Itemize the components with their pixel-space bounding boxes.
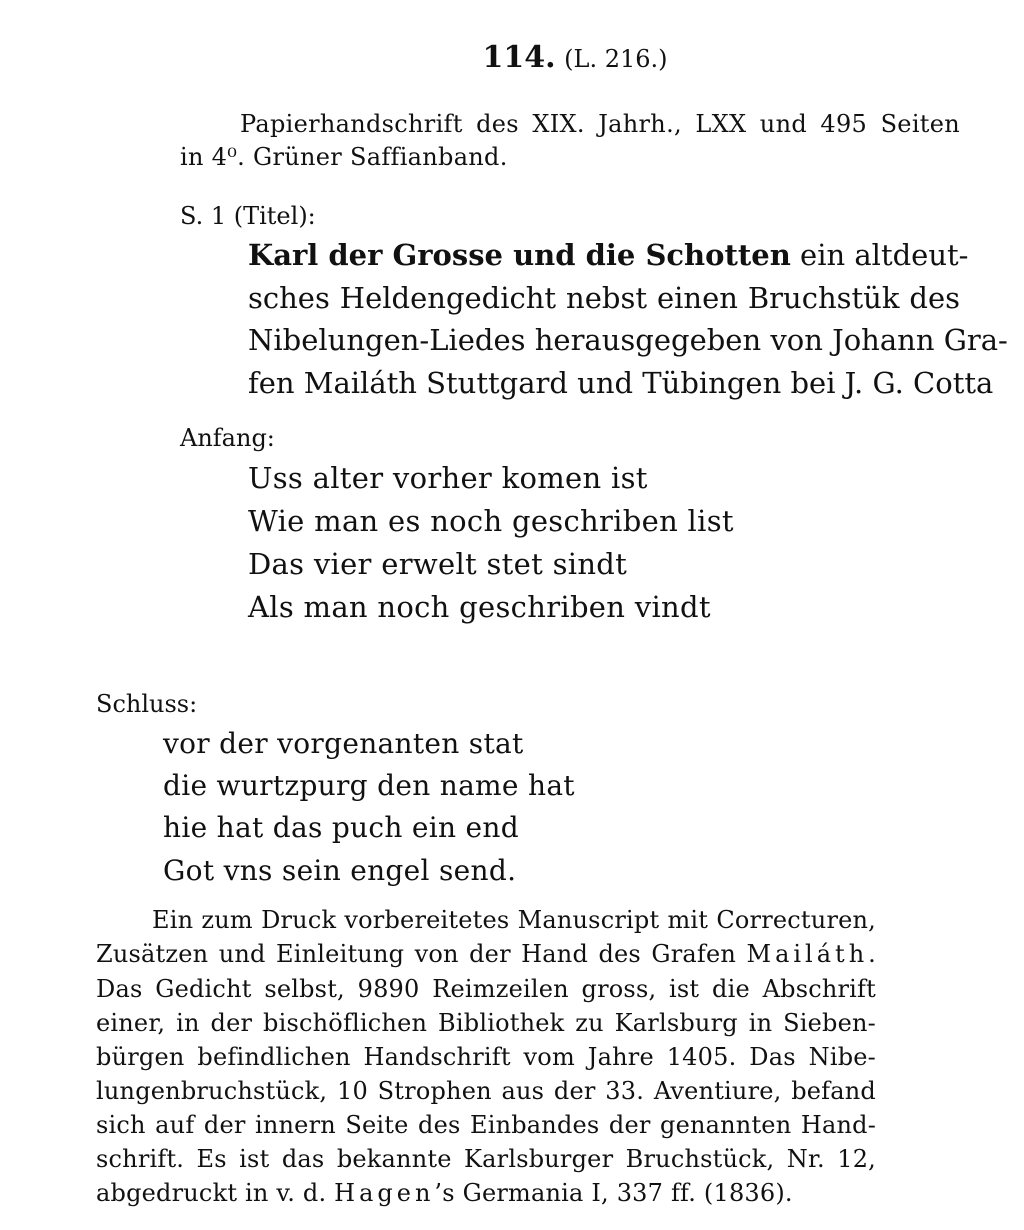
note-line-8: schrift. Es ist das bekannte Karlsburger Bruchstück, Nr. 12, [96,1145,876,1173]
note-line-3: Das Gedicht selbst, 9890 Reimzeilen gross, ist die Abschrift [96,975,876,1003]
note-line-7: sich auf der innern Seite des Einbandes der genannten Hand- [96,1111,876,1139]
entry-number: 114. [482,40,556,75]
person-name-hagen: Hagen [334,1179,435,1207]
note-line-5: bürgen befindlichen Handschrift vom Jahre 1405. Das Nibe- [96,1043,876,1071]
anfang-verse-2: Wie man es noch geschriben list [248,504,734,538]
schluss-verse-3: hie hat das puch ein end [163,811,519,844]
note-line-4: einer, in der bischöflichen Bibliothek zu Karlsburg in Sieben- [96,1009,876,1037]
title-line-3: Nibelungen-Liedes herausgegeben von Johann Gra- [248,323,1008,357]
note-line-9-text: abgedruckt in v. d. [96,1179,335,1207]
anfang-verse-1: Uss alter vorher komen ist [248,461,648,495]
schluss-label: Schluss: [96,690,198,718]
schluss-verse-1: vor der vorgenanten stat [163,727,524,760]
anfang-label: Anfang: [180,424,275,452]
note-line-2-text: Zusätzen und Einleitung von der Hand des Grafen [96,940,747,968]
title-line-4: fen Mailáth Stuttgard und Tübingen bei J. G. Cotta [248,366,994,400]
note-line-9-end: ’s Germania I, 337 ff. (1836). [434,1179,793,1207]
note-line-2-end: . [868,940,876,968]
note-line-6: lungenbruchstück, 10 Strophen aus der 33. Aventiure, befand [96,1077,876,1105]
note-line-1: Ein zum Druck vorbereitetes Manuscript mit Correcturen, [152,906,876,934]
person-name-mailath: Mailáth [746,940,869,968]
description-line-1: Papierhandschrift des XIX. Jahrh., LXX und 495 Seiten [240,110,960,138]
anfang-verse-3: Das vier erwelt stet sindt [248,547,628,581]
bold-title: Karl der Grosse und die Schotten [248,238,791,272]
schluss-verse-4: Got vns sein engel send. [163,854,517,887]
description-line-2: in 4⁰. Grüner Saffianband. [180,143,508,171]
entry-reference: (L. 216.) [564,45,668,73]
entry-heading [0,40,1024,75]
anfang-verse-4: Als man noch geschriben vindt [248,590,711,624]
title-label: S. 1 (Titel): [180,202,316,230]
note-line-2 [96,940,876,968]
note-line-9 [96,1179,793,1207]
title-line-1-rest: ein altdeut- [790,238,969,272]
title-line-2: sches Heldengedicht nebst einen Bruchstük des [248,281,960,315]
schluss-verse-2: die wurtzpurg den name hat [163,769,575,802]
title-line-1 [248,238,969,272]
